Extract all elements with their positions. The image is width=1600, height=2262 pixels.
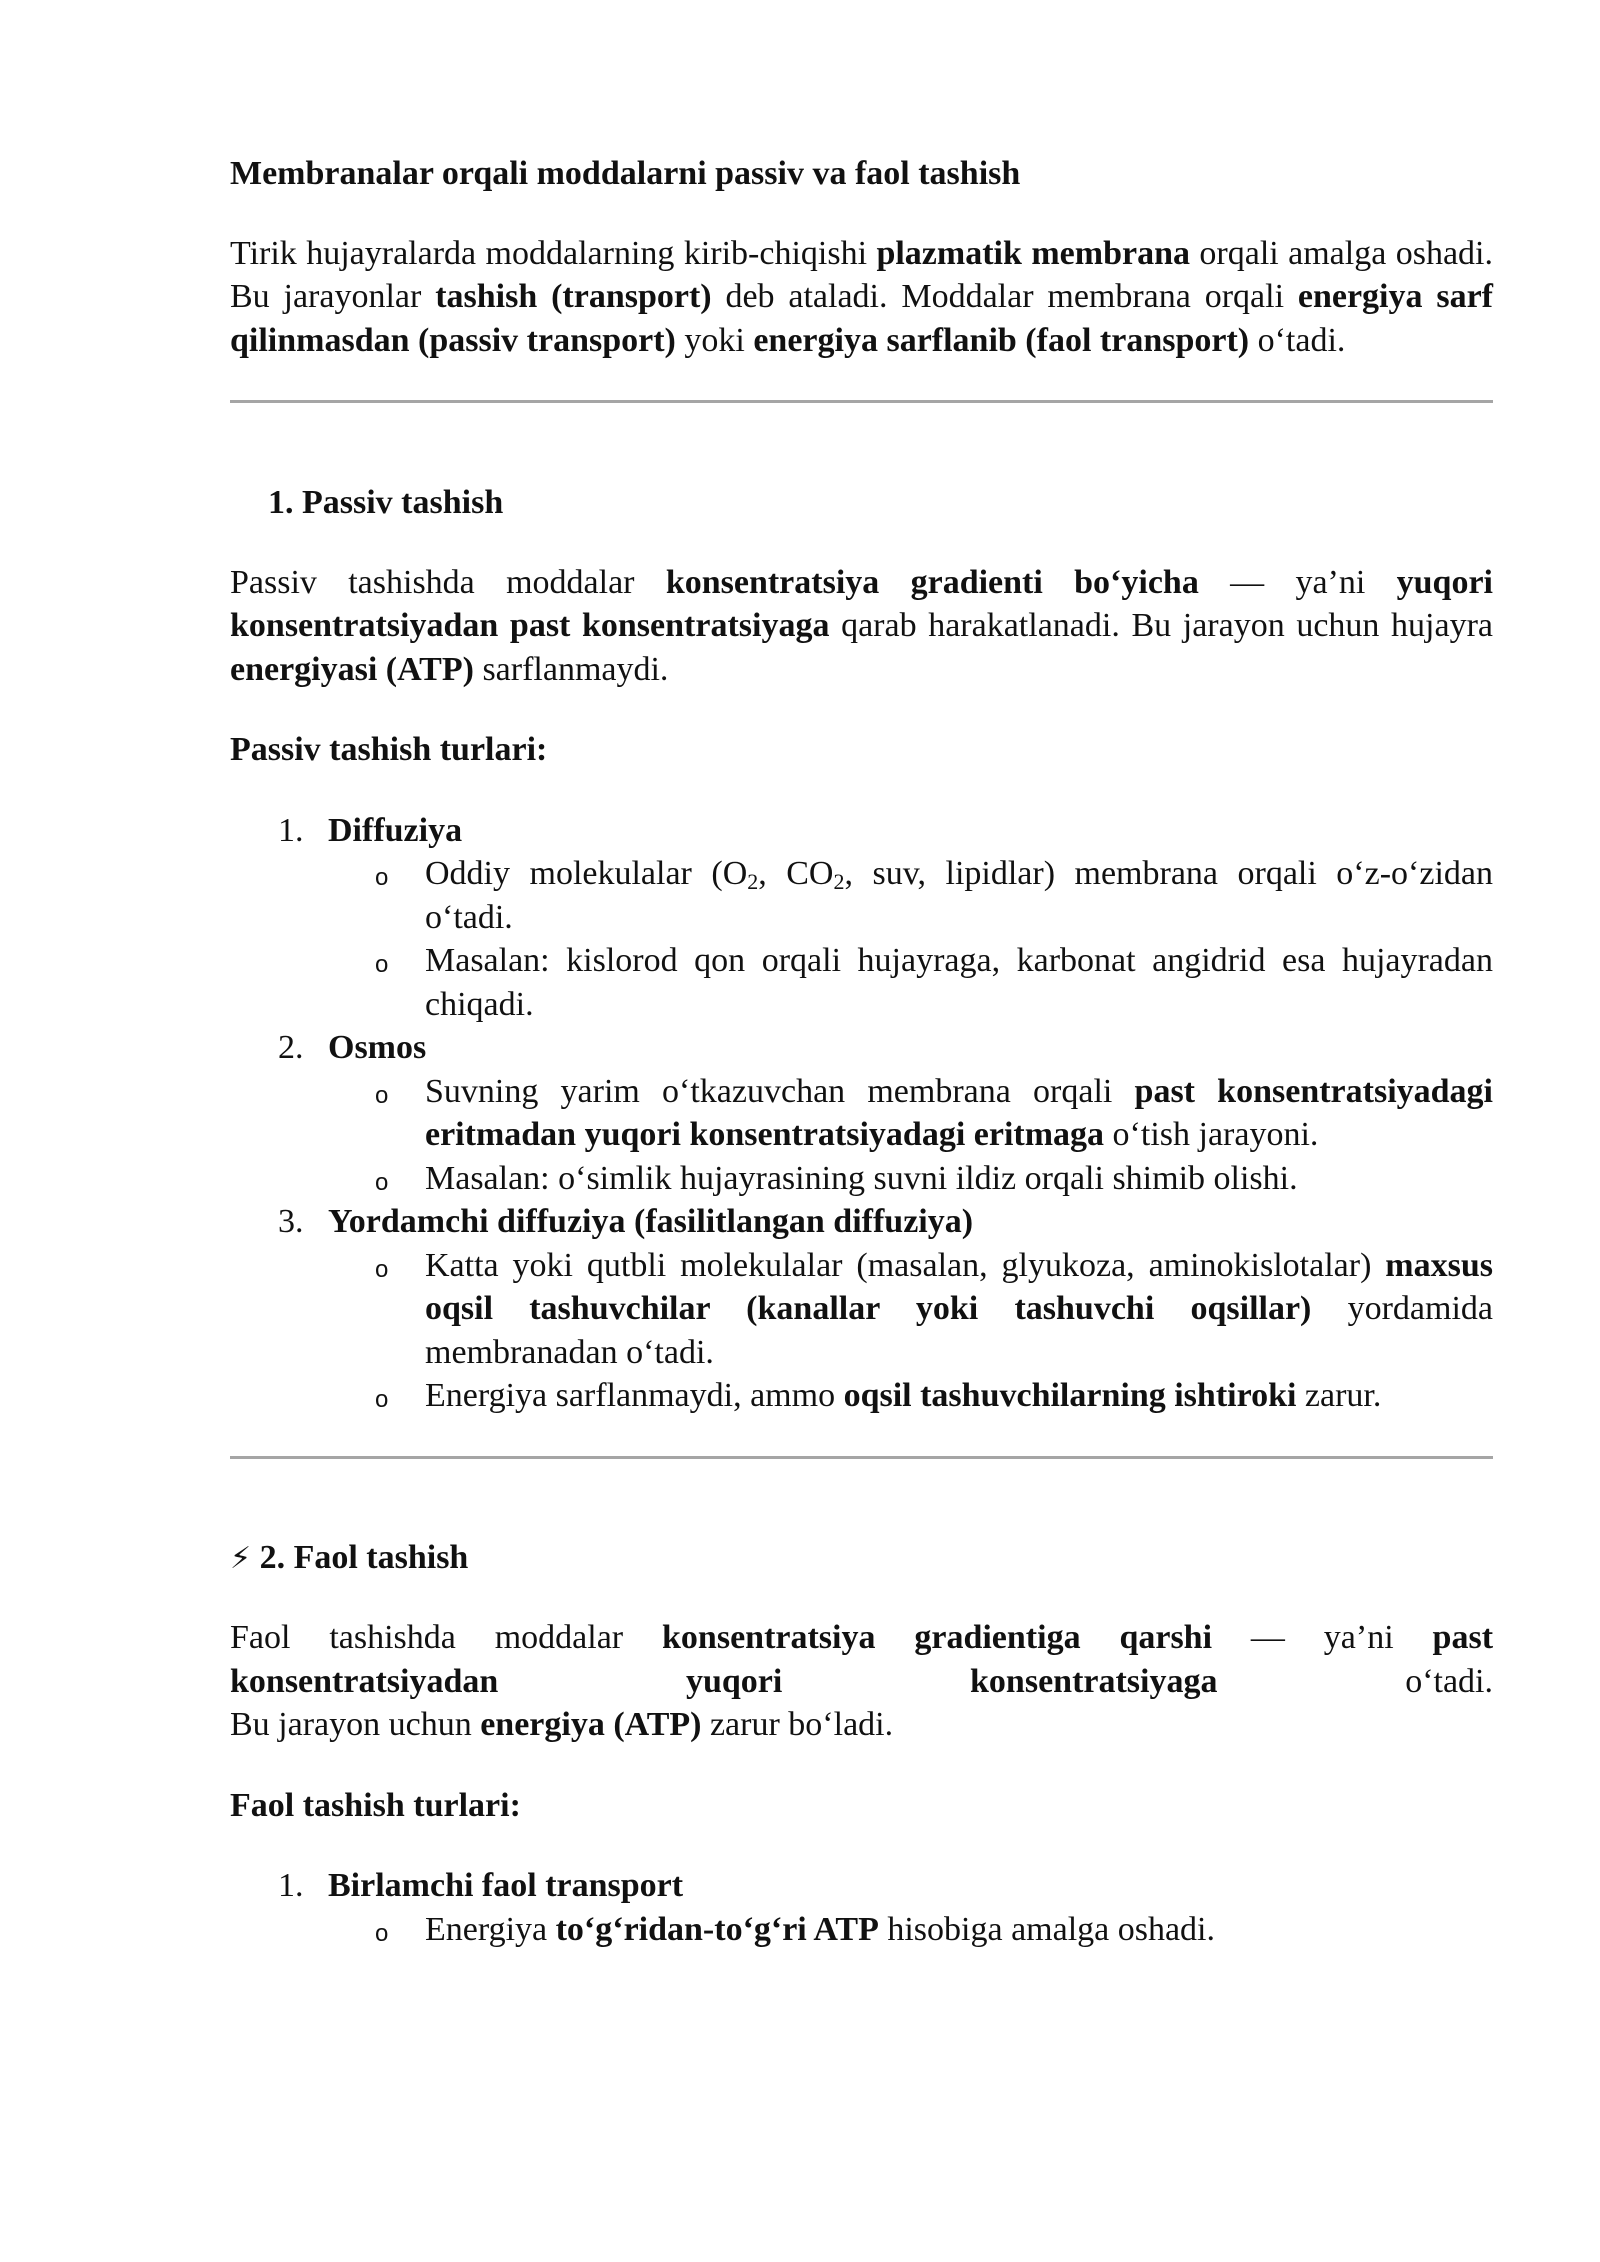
divider <box>230 1456 1493 1459</box>
list-number: 2. <box>278 1029 304 1066</box>
passive-types-heading: Passiv tashish turlari: <box>230 731 548 768</box>
bold-term: past konsentratsiyadagi eritmadan yuqori konsentratsiyadagi eritmaga <box>425 1072 1493 1153</box>
text: Passiv tashishda moddalar <box>230 563 666 601</box>
document-title: Membranalar orqali moddalarni passiv va faol tashish <box>230 155 1021 192</box>
text: o‘tadi. <box>1217 1662 1493 1700</box>
list-item-title: Diffuziya <box>328 811 463 849</box>
bold-term: tashish (transport) <box>435 278 712 315</box>
text: Oddiy molekulalar (O <box>425 855 748 892</box>
text: , CO <box>758 855 834 892</box>
sub-list-item <box>328 939 1493 1026</box>
sub-list <box>328 1070 1493 1201</box>
list-number: 1. <box>278 1867 304 1904</box>
text: Energiya sarflanmaydi, ammo <box>425 1377 844 1414</box>
bold-term: energiya (ATP) <box>480 1706 702 1743</box>
active-paragraph-line <box>230 1703 1493 1747</box>
text: deb ataladi. Moddalar membrana orqali <box>711 278 1298 315</box>
sub-list-item <box>328 1908 1493 1952</box>
list-number: 3. <box>278 1203 304 1240</box>
text: hisobiga amalga oshadi. <box>878 1910 1216 1948</box>
bold-term: energiyasi (ATP) <box>230 650 474 688</box>
text: Masalan: kislorod qon orqali hujayraga, karbonat angidrid esa hujayradan chiqadi. <box>425 942 1493 1023</box>
divider <box>230 400 1493 403</box>
text: — ya’ni <box>1198 563 1397 601</box>
bold-term: maxsus oqsil tashuvchilar (kanallar yoki tashuvchi oqsillar) <box>425 1246 1493 1327</box>
bold-term: to‘g‘ridan-to‘g‘ri ATP <box>555 1910 879 1948</box>
bold-term: plazmatik membrana <box>876 234 1190 272</box>
bullet-icon: o <box>375 1255 389 1283</box>
sub-list-item <box>328 1070 1493 1157</box>
text: qarab harakatlanadi. Bu jarayon uchun hujayra <box>829 607 1493 644</box>
text: Bu jarayon uchun <box>230 1706 481 1743</box>
intro-paragraph <box>230 232 1493 363</box>
sub-list <box>328 1908 1493 1952</box>
text: Faol tashishda moddalar <box>230 1619 663 1656</box>
text: Katta yoki qutbli molekulalar (masalan, glyukoza, aminokislotalar) <box>425 1246 1386 1284</box>
lightning-icon: ⚡ <box>230 1540 252 1576</box>
text: , suv, lipidlar) membrana orqali o‘z-o‘zidan o‘tadi. <box>425 855 1493 936</box>
sub-list <box>328 1244 1493 1418</box>
list-item-title: Birlamchi faol transport <box>328 1867 684 1904</box>
list-item-osmosis <box>230 1026 1493 1200</box>
active-types-list <box>230 1864 1493 1951</box>
passive-paragraph <box>230 561 1493 692</box>
bullet-icon: o <box>375 1168 389 1196</box>
text: yordamida membranadan o‘tadi. <box>425 1290 1493 1371</box>
list-item-facilitated <box>230 1200 1493 1418</box>
text: o‘tadi. <box>1249 321 1346 359</box>
sub-list-item <box>328 1374 1493 1418</box>
text: Tirik hujayralarda moddalarning kirib-chiqishi <box>230 234 877 272</box>
list-item-title: Osmos <box>328 1029 427 1066</box>
list-item-primary-active <box>230 1864 1493 1951</box>
text: yoki <box>675 321 754 359</box>
bold-term: yuqori konsentratsiyadan past konsentratsiyaga <box>230 563 1493 644</box>
text: o‘tish jarayoni. <box>1104 1116 1319 1153</box>
sub-list-item <box>328 1157 1493 1201</box>
text: zarur. <box>1296 1377 1382 1414</box>
section-heading-passive: 1. Passiv tashish <box>268 484 504 521</box>
sub-list <box>328 852 1493 1026</box>
bullet-icon: o <box>375 1919 389 1947</box>
text: sarflanmaydi. <box>473 650 669 688</box>
heading-text: 2. Faol tashish <box>259 1538 469 1576</box>
bold-term: konsentratsiya gradienti bo‘yicha <box>665 563 1199 601</box>
text: Suvning yarim o‘tkazuvchan membrana orqali <box>425 1072 1135 1110</box>
bold-term: energiya sarflanib (faol transport) <box>753 321 1250 359</box>
passive-types-list <box>230 809 1493 1418</box>
text: Energiya <box>425 1910 556 1948</box>
text: Masalan: o‘simlik hujayrasining suvni ildiz orqali shimib olishi. <box>425 1159 1298 1197</box>
text: orqali amalga oshadi. Bu jarayonlar <box>230 234 1494 315</box>
list-item-diffusion <box>230 809 1493 1027</box>
active-paragraph <box>230 1616 1493 1703</box>
bullet-icon: o <box>375 1386 389 1413</box>
bold-term: past konsentratsiyadan yuqori konsentratsiyaga <box>230 1619 1494 1700</box>
document-page <box>230 152 1493 1951</box>
bold-term: energiya sarf qilinmasdan (passiv transport) <box>230 278 1493 359</box>
bullet-icon: o <box>375 1081 389 1109</box>
list-number: 1. <box>278 811 304 849</box>
section-heading-active <box>230 1536 1493 1581</box>
subscript: 2 <box>747 869 759 894</box>
text: zarur bo‘ladi. <box>701 1706 894 1743</box>
list-item-title: Yordamchi diffuziya (fasilitlangan diffuziya) <box>328 1203 974 1240</box>
active-types-heading: Faol tashish turlari: <box>230 1786 521 1824</box>
sub-list-item <box>328 852 1493 939</box>
bullet-icon: o <box>375 864 389 891</box>
bullet-icon: o <box>375 951 389 978</box>
sub-list-item <box>328 1244 1493 1375</box>
subscript: 2 <box>833 869 845 894</box>
bold-term: oqsil tashuvchilarning ishtiroki <box>843 1377 1297 1414</box>
text: — ya’ni <box>1212 1619 1433 1656</box>
bold-term: konsentratsiya gradientiga qarshi <box>662 1619 1213 1656</box>
